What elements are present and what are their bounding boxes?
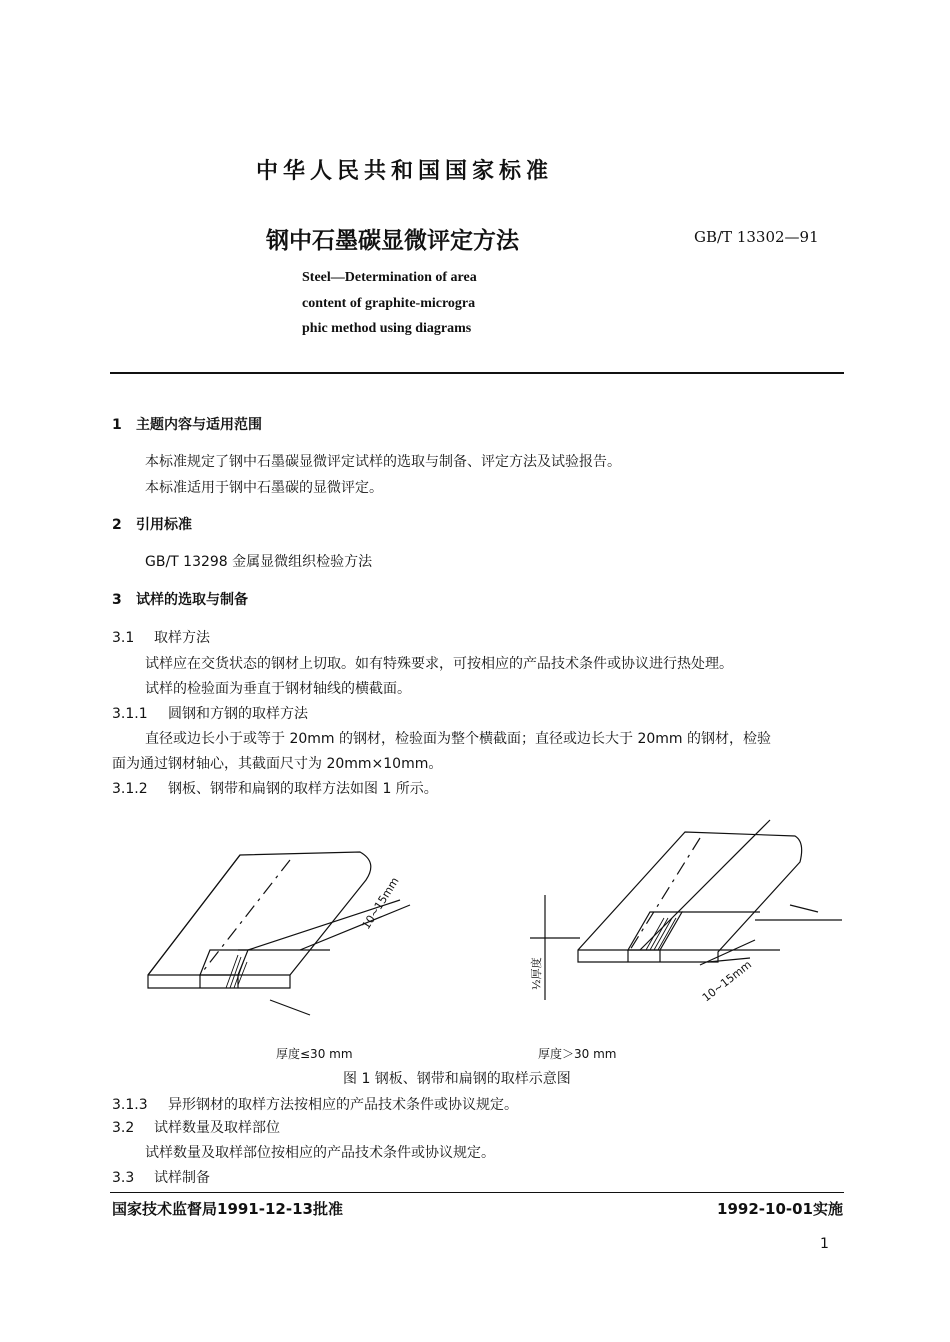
page-number: 1 <box>820 1236 829 1252</box>
document-title: 钢中石墨碳显微评定方法 <box>266 228 519 254</box>
section-3-1-3-heading: 3.1.3 异形钢材的取样方法按相应的产品技术条件或协议规定。 <box>112 1097 518 1113</box>
section-2-heading: 2 引用标准 <box>112 517 192 533</box>
section-3-1-paragraph-1: 试样应在交货状态的钢材上切取。如有特殊要求，可按相应的产品技术条件或协议进行热处理。 <box>145 656 733 672</box>
left-dimension-label: 10~15mm <box>359 874 402 932</box>
header-rule <box>110 372 844 374</box>
english-title-line-3: phic method using diagrams <box>302 321 472 336</box>
section-3-1-1-paragraph-2: 面为通过钢材轴心，其截面尺寸为 20mm×10mm。 <box>112 756 443 772</box>
approval-date: 国家技术监督局1991-12-13批准 <box>112 1200 343 1218</box>
section-3-2-heading: 3.2 试样数量及取样部位 <box>112 1120 280 1136</box>
english-title-line-1: Steel—Determination of area <box>302 270 477 285</box>
standard-code: GB/T 13302—91 <box>694 228 819 246</box>
effective-date: 1992-10-01实施 <box>717 1200 843 1218</box>
section-3-heading: 3 试样的选取与制备 <box>112 592 248 608</box>
section-1-heading: 1 主题内容与适用范围 <box>112 417 262 433</box>
figure-1-caption: 图 1 钢板、钢带和扁钢的取样示意图 <box>343 1071 571 1087</box>
section-3-1-heading: 3.1 取样方法 <box>112 630 210 646</box>
section-3-2-paragraph-1: 试样数量及取样部位按相应的产品技术条件或协议规定。 <box>145 1145 495 1161</box>
half-thickness-label: ½厚度 <box>530 957 543 990</box>
right-figure-caption: 厚度＞30 mm <box>538 1047 617 1061</box>
footer-rule <box>110 1192 844 1193</box>
section-3-1-1-paragraph-1: 直径或边长小于或等于 20mm 的钢材，检验面为整个横截面；直径或边长大于 20mm 的钢材，检验 <box>145 731 771 747</box>
section-1-paragraph-1: 本标准规定了钢中石墨碳显微评定试样的选取与制备、评定方法及试验报告。 <box>145 454 621 470</box>
right-dimension-label: 10~15mm <box>699 958 755 1005</box>
section-3-1-2-heading: 3.1.2 钢板、钢带和扁钢的取样方法如图 1 所示。 <box>112 781 438 797</box>
left-figure-caption: 厚度≤30 mm <box>276 1047 353 1061</box>
thin-plate-drawing <box>148 852 410 1015</box>
section-3-3-heading: 3.3 试样制备 <box>112 1170 210 1186</box>
sampling-diagram <box>0 805 950 1045</box>
section-1-paragraph-2: 本标准适用于钢中石墨碳的显微评定。 <box>145 480 383 496</box>
standard-type-heading: 中华人民共和国国家标准 <box>256 159 554 184</box>
section-2-reference: GB/T 13298 金属显微组织检验方法 <box>145 554 373 570</box>
thick-plate-drawing <box>530 820 842 1000</box>
section-3-1-paragraph-2: 试样的检验面为垂直于钢材轴线的横截面。 <box>145 681 411 697</box>
english-title-line-2: content of graphite-microgra <box>302 296 476 311</box>
section-3-1-1-heading: 3.1.1 圆钢和方钢的取样方法 <box>112 706 308 722</box>
